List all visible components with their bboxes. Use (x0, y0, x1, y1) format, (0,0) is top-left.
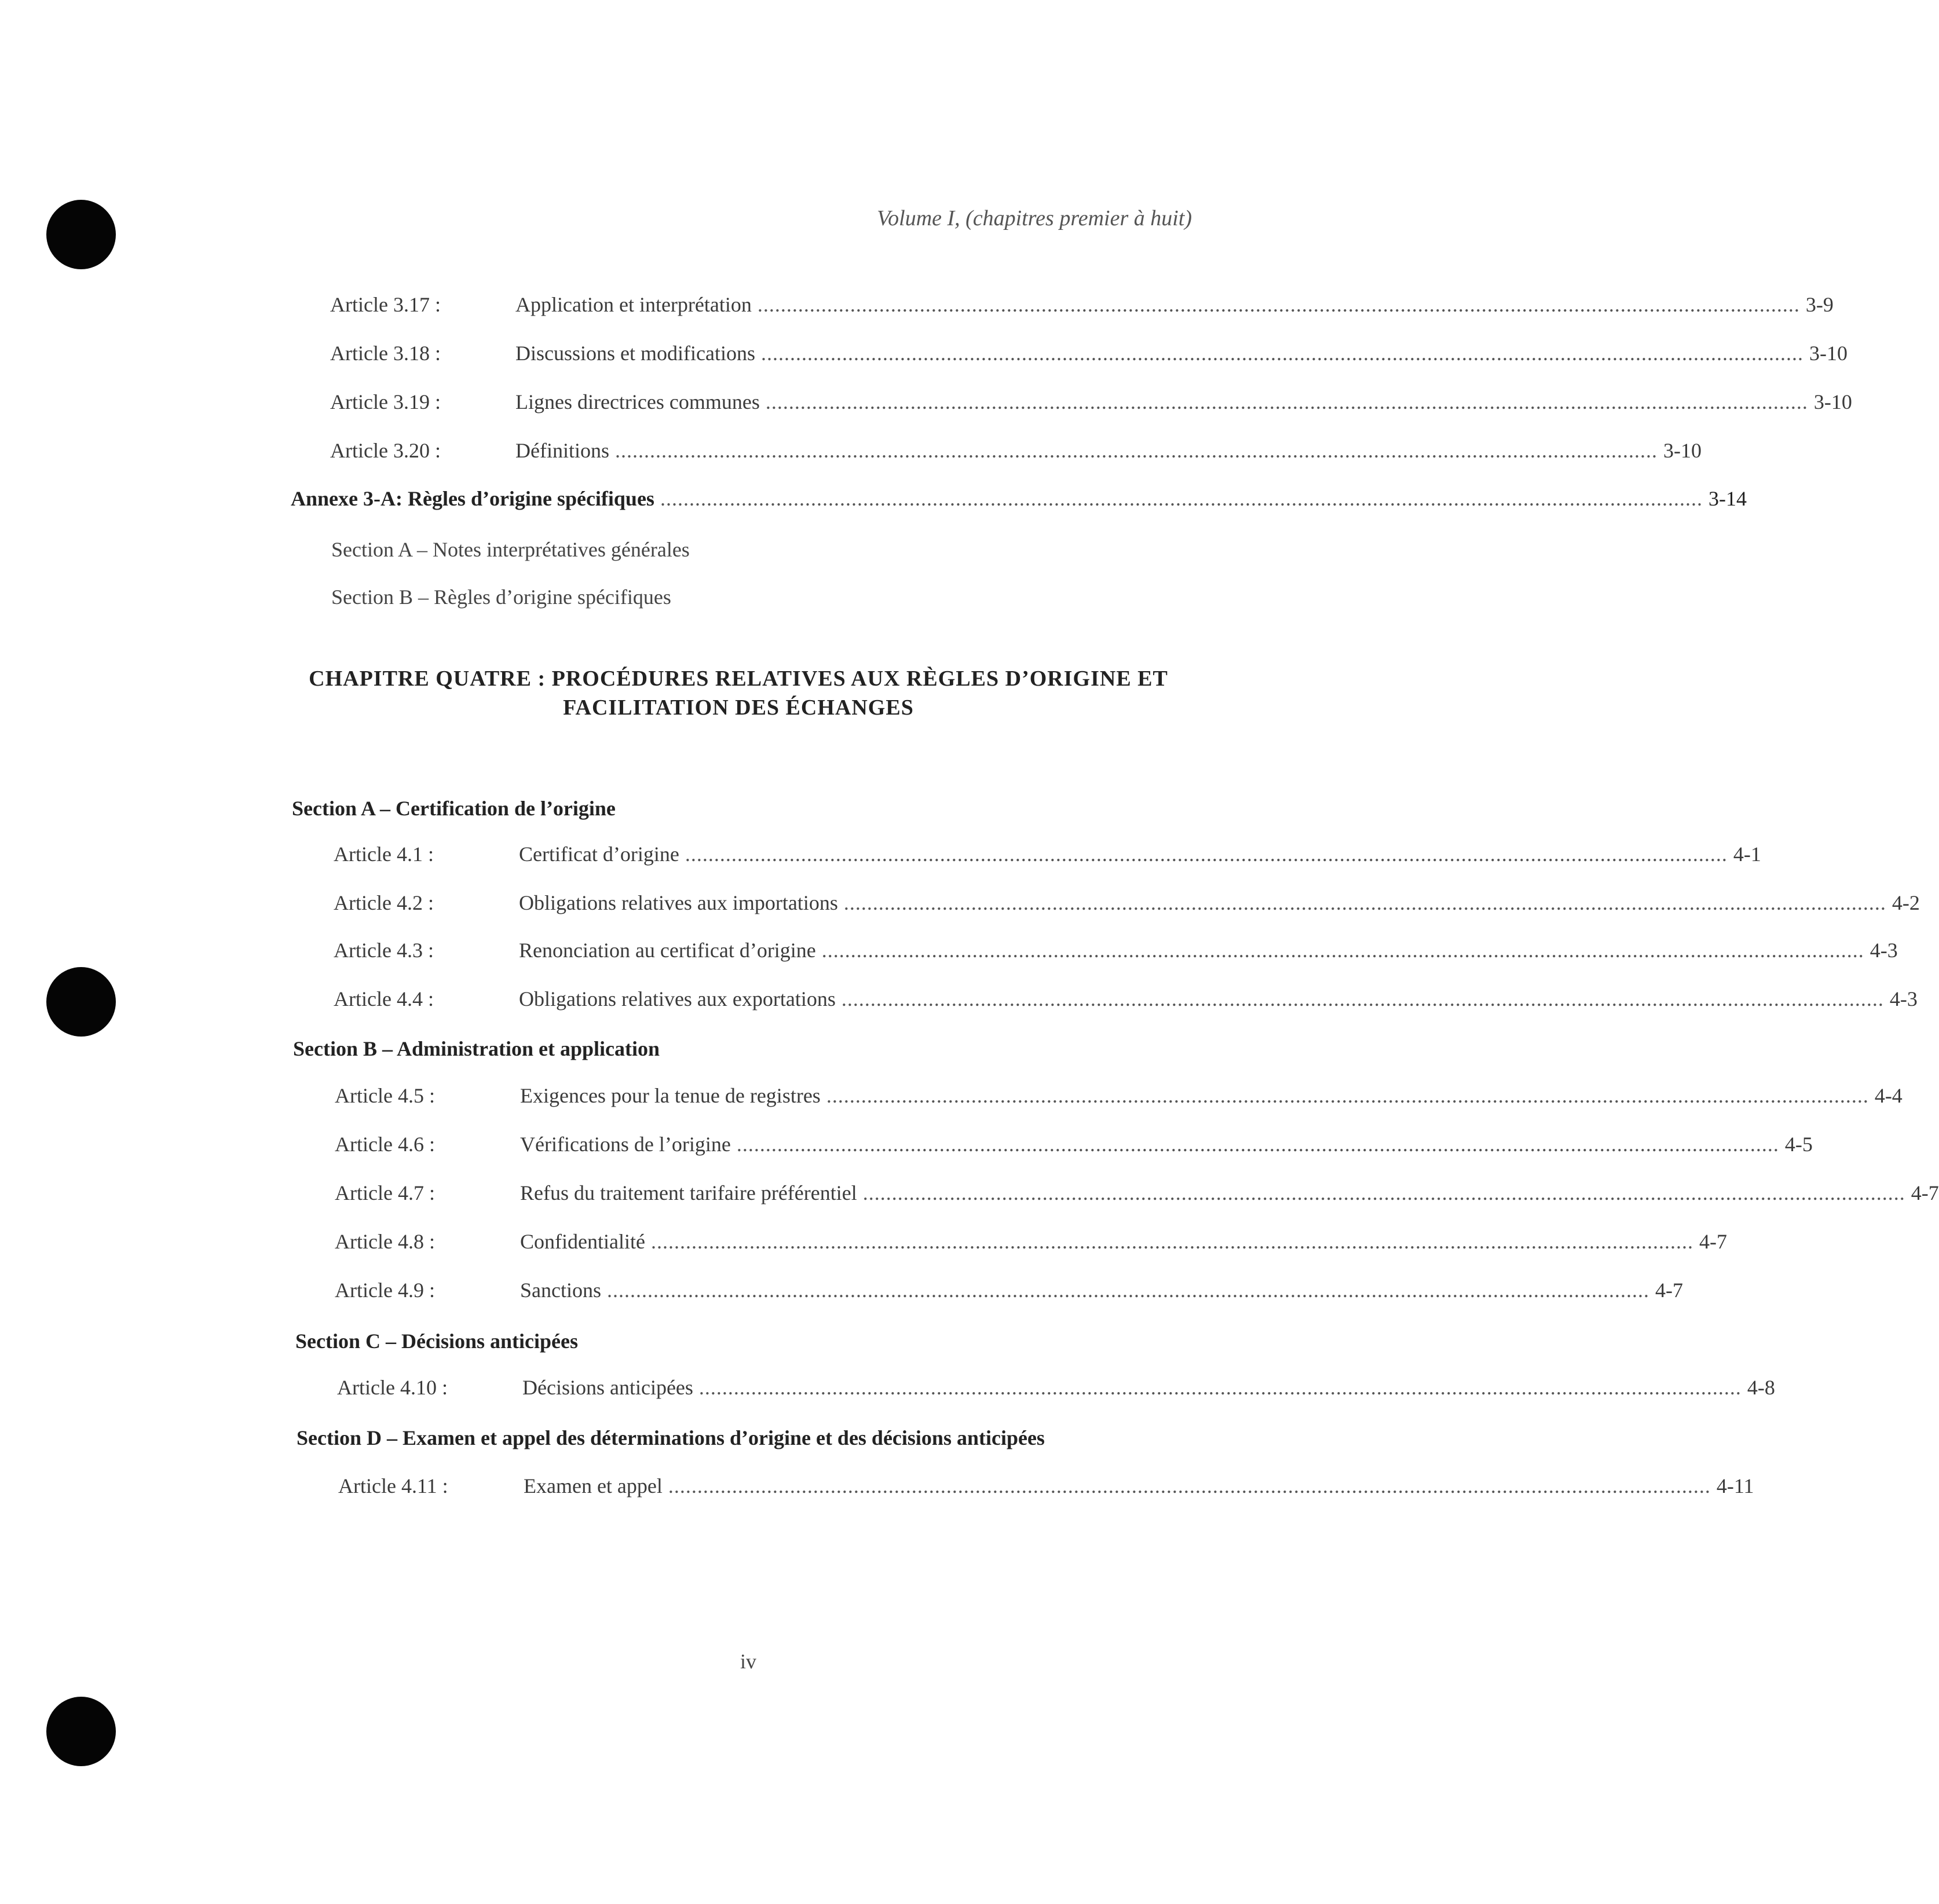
section-b-heading[interactable]: Section B – Administration et application (293, 1037, 660, 1060)
article-title: Discussions et modifications (515, 342, 755, 365)
article-title: Application et interprétation (515, 293, 752, 316)
dot-leader: .................................................................................................................................................................................... (650, 1230, 1693, 1253)
article-number: Article 4.2 : (334, 891, 434, 914)
article-title: Confidentialité (520, 1230, 645, 1253)
article-title: Refus du traitement tarifaire préférentiel (520, 1181, 857, 1204)
section-a-heading[interactable]: Section A – Certification de l’origine (292, 797, 616, 820)
article-number: Article 3.19 : (330, 390, 441, 413)
toc-row[interactable] (334, 891, 1920, 923)
dot-leader: .................................................................................................................................................................................... (668, 1474, 1711, 1497)
toc-row[interactable] (335, 1278, 1683, 1310)
article-number: Article 4.6 : (335, 1133, 435, 1156)
annex-row[interactable] (291, 486, 1747, 519)
toc-row[interactable] (330, 390, 1852, 422)
article-title: Définitions (515, 439, 609, 462)
toc-row[interactable] (330, 341, 1847, 374)
toc-row[interactable] (330, 292, 1834, 325)
toc-row[interactable] (334, 938, 1898, 971)
dot-leader: .................................................................................................................................................................................... (757, 293, 1800, 316)
dot-leader: .................................................................................................................................................................................... (843, 891, 1886, 914)
page-ref: 3-10 (1809, 342, 1847, 365)
page-ref: 4-1 (1733, 843, 1761, 866)
article-number: Article 4.9 : (335, 1279, 435, 1302)
dot-leader: .................................................................................................................................................................................... (685, 843, 1728, 866)
dot-leader: .................................................................................................................................................................................... (862, 1181, 1905, 1204)
article-title: Vérifications de l’origine (520, 1133, 731, 1156)
chapter-title-line1: CHAPITRE QUATRE : PROCÉDURES RELATIVES AUX RÈGLES D’ORIGINE ET (309, 667, 1168, 691)
page-ref: 4-11 (1716, 1474, 1754, 1497)
article-number: Article 4.8 : (335, 1230, 435, 1253)
article-title: Lignes directrices communes (515, 390, 760, 413)
toc-row[interactable] (334, 842, 1761, 874)
page-ref: 3-9 (1805, 293, 1834, 316)
article-number: Article 4.1 : (334, 843, 434, 866)
dot-leader: .................................................................................................................................................................................... (660, 487, 1703, 510)
chapter-title (232, 666, 1245, 720)
article-number: Article 3.20 : (330, 439, 441, 462)
toc-row[interactable] (338, 1474, 1754, 1506)
section-d-heading[interactable]: Section D – Examen et appel des déterminations d’origine et des décisions anticipées (297, 1426, 1045, 1449)
toc-row[interactable] (337, 1375, 1775, 1408)
page-ref: 3-10 (1663, 439, 1702, 462)
page-ref: 4-4 (1874, 1084, 1903, 1107)
article-title: Décisions anticipées (522, 1376, 693, 1399)
dot-leader: .................................................................................................................................................................................... (614, 439, 1658, 462)
dot-leader: .................................................................................................................................................................................... (821, 939, 1864, 962)
annex-section-b[interactable]: Section B – Règles d’origine spécifiques (331, 585, 671, 609)
page-ref: 4-7 (1655, 1279, 1683, 1302)
dot-leader: .................................................................................................................................................................................... (760, 342, 1803, 365)
page-ref: 4-3 (1889, 987, 1918, 1010)
annex-title: Annexe 3-A: Règles d’origine spécifiques (291, 487, 654, 510)
page-ref: 3-10 (1813, 390, 1852, 413)
article-title: Exigences pour la tenue de registres (520, 1084, 821, 1107)
running-header: Volume I, (chapitres premier à huit) (877, 206, 1192, 230)
article-title: Obligations relatives aux exportations (519, 987, 836, 1010)
punch-hole-top (46, 200, 116, 269)
toc-row[interactable] (335, 1132, 1813, 1165)
article-title: Sanctions (520, 1279, 601, 1302)
article-number: Article 4.4 : (334, 987, 434, 1010)
dot-leader: .................................................................................................................................................................................... (765, 390, 1808, 413)
page-ref: 4-7 (1699, 1230, 1727, 1253)
article-number: Article 4.5 : (335, 1084, 435, 1107)
page-ref: 4-8 (1747, 1376, 1775, 1399)
toc-row[interactable] (335, 1181, 1939, 1213)
article-title: Obligations relatives aux importations (519, 891, 838, 914)
toc-row[interactable] (335, 1083, 1903, 1116)
dot-leader: .................................................................................................................................................................................... (698, 1376, 1742, 1399)
article-number: Article 3.17 : (330, 293, 441, 316)
annex-section-a[interactable]: Section A – Notes interprétatives générales (331, 538, 690, 561)
article-number: Article 3.18 : (330, 342, 441, 365)
dot-leader: .................................................................................................................................................................................... (841, 987, 1884, 1010)
page-ref: 4-2 (1892, 891, 1920, 914)
page-ref: 4-3 (1870, 939, 1898, 962)
punch-hole-middle (46, 967, 116, 1037)
toc-row[interactable] (330, 438, 1702, 471)
article-number: Article 4.11 : (338, 1474, 448, 1497)
toc-row[interactable] (334, 987, 1918, 1019)
page-number: iv (740, 1650, 757, 1673)
article-title: Certificat d’origine (519, 843, 679, 866)
article-number: Article 4.10 : (337, 1376, 448, 1399)
page-ref: 4-5 (1784, 1133, 1813, 1156)
punch-hole-bottom (46, 1697, 116, 1766)
article-title: Examen et appel (524, 1474, 663, 1497)
toc-row[interactable] (335, 1229, 1727, 1262)
dot-leader: .................................................................................................................................................................................... (826, 1084, 1869, 1107)
section-c-heading[interactable]: Section C – Décisions anticipées (295, 1330, 578, 1353)
dot-leader: .................................................................................................................................................................................... (736, 1133, 1779, 1156)
page-ref: 4-7 (1911, 1181, 1939, 1204)
article-number: Article 4.7 : (335, 1181, 435, 1204)
page-ref: 3-14 (1708, 487, 1747, 510)
dot-leader: .................................................................................................................................................................................... (607, 1279, 1649, 1302)
article-title: Renonciation au certificat d’origine (519, 939, 816, 962)
chapter-title-line2: FACILITATION DES ÉCHANGES (563, 695, 914, 720)
article-number: Article 4.3 : (334, 939, 434, 962)
